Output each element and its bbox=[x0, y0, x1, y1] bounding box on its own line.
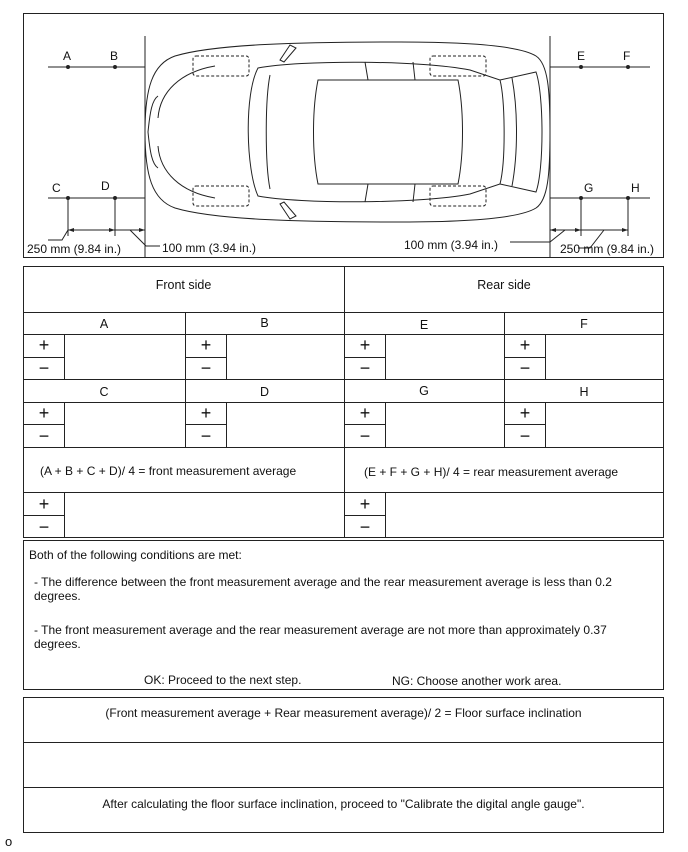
dimension-rear-100: 100 mm (3.94 in.) bbox=[404, 238, 499, 252]
point-a-label: A bbox=[63, 49, 72, 63]
column-h-label: H bbox=[579, 385, 589, 399]
minus-sign: − bbox=[200, 426, 212, 446]
minus-sign: − bbox=[38, 517, 50, 537]
front-average-formula: (A + B + C + D)/ 4 = front measurement average bbox=[40, 464, 297, 478]
column-g-label: G bbox=[419, 384, 429, 398]
minus-sign: − bbox=[359, 426, 371, 446]
dimension-front-100: 100 mm (3.94 in.) bbox=[162, 241, 257, 255]
column-a-label: A bbox=[99, 317, 109, 331]
point-b-label: B bbox=[110, 49, 119, 63]
calibration-note: After calculating the floor surface inclination, proceed to "Calibrate the digital angle gauge". bbox=[102, 797, 585, 811]
minus-sign: − bbox=[200, 358, 212, 378]
rear-average-formula: (E + F + G + H)/ 4 = rear measurement average bbox=[364, 465, 619, 479]
plus-sign: + bbox=[200, 403, 212, 423]
plus-sign: + bbox=[359, 335, 371, 355]
plus-sign: + bbox=[519, 403, 531, 423]
plus-sign: + bbox=[359, 403, 371, 423]
point-d-label: D bbox=[101, 179, 110, 193]
column-e-label: E bbox=[419, 318, 429, 332]
ok-result: OK: Proceed to the next step. bbox=[144, 673, 302, 687]
front-side-header: Front side bbox=[155, 278, 212, 292]
minus-sign: − bbox=[359, 358, 371, 378]
condition-1: - The difference between the front measurement average and the rear measurement average is less than 0.2 degrees. bbox=[34, 575, 612, 603]
dimension-rear-250: 250 mm (9.84 in.) bbox=[560, 242, 655, 256]
conditions-box bbox=[23, 540, 664, 690]
minus-sign: − bbox=[519, 358, 531, 378]
minus-sign: − bbox=[519, 426, 531, 446]
corner-mark: o bbox=[5, 834, 13, 849]
plus-sign: + bbox=[38, 403, 50, 423]
point-g-label: G bbox=[584, 181, 594, 195]
plus-sign: + bbox=[200, 335, 212, 355]
plus-sign: + bbox=[359, 494, 371, 514]
minus-sign: − bbox=[359, 517, 371, 537]
plus-sign: + bbox=[519, 335, 531, 355]
column-b-label: B bbox=[260, 316, 269, 330]
column-c-label: C bbox=[99, 385, 109, 399]
plus-sign: + bbox=[38, 335, 50, 355]
plus-sign: + bbox=[38, 494, 50, 514]
car-top-view bbox=[0, 0, 688, 260]
minus-sign: − bbox=[38, 358, 50, 378]
point-h-label: H bbox=[631, 181, 640, 195]
point-f-label: F bbox=[623, 49, 631, 63]
dimension-front-250: 250 mm (9.84 in.) bbox=[27, 242, 122, 256]
column-f-label: F bbox=[580, 317, 588, 331]
minus-sign: − bbox=[38, 426, 50, 446]
column-d-label: D bbox=[259, 385, 270, 399]
conditions-intro: Both of the following conditions are met: bbox=[29, 548, 242, 562]
point-c-label: C bbox=[52, 181, 61, 195]
condition-2: - The front measurement average and the rear measurement average are not more than approximately 0.37 degrees. bbox=[34, 623, 607, 651]
floor-inclination-formula: (Front measurement average + Rear measurement average)/ 2 = Floor surface inclination bbox=[105, 706, 582, 720]
point-e-label: E bbox=[577, 49, 586, 63]
rear-side-header: Rear side bbox=[477, 278, 531, 292]
ng-result: NG: Choose another work area. bbox=[392, 674, 562, 688]
